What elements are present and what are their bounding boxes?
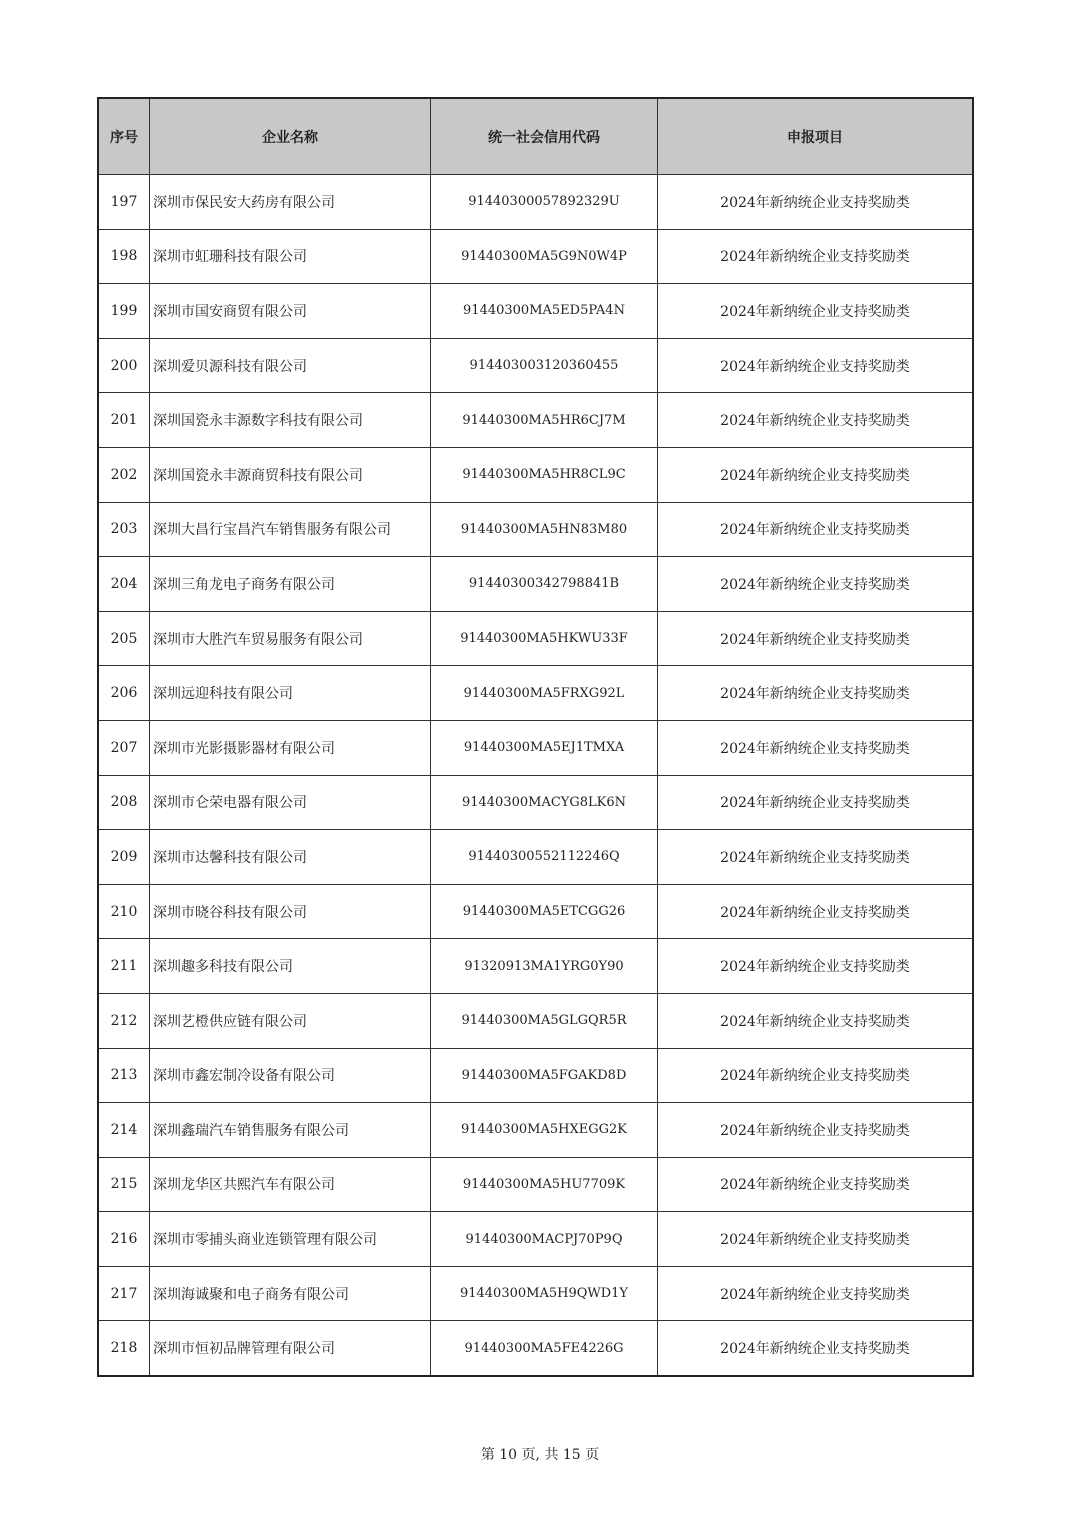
header-credit-code: 统一社会信用代码 bbox=[431, 98, 658, 175]
row-company-name: 深圳市虹珊科技有限公司 bbox=[150, 229, 431, 284]
row-credit-code: 91440300MA5H9QWD1Y bbox=[431, 1266, 658, 1321]
table-row bbox=[98, 393, 973, 448]
row-seq: 201 bbox=[98, 393, 150, 448]
row-project: 2024年新纳统企业支持奖励类 bbox=[658, 1103, 974, 1158]
row-seq: 217 bbox=[98, 1266, 150, 1321]
row-company-name: 深圳市鑫宏制冷设备有限公司 bbox=[150, 1048, 431, 1103]
row-credit-code: 91440300MACYG8LK6N bbox=[431, 775, 658, 830]
header-project: 申报项目 bbox=[658, 98, 974, 175]
row-seq: 198 bbox=[98, 229, 150, 284]
row-company-name: 深圳远迎科技有限公司 bbox=[150, 666, 431, 721]
row-seq: 199 bbox=[98, 284, 150, 339]
row-project: 2024年新纳统企业支持奖励类 bbox=[658, 993, 974, 1048]
table-row bbox=[98, 1321, 973, 1376]
table-row bbox=[98, 502, 973, 557]
row-company-name: 深圳市仑荣电器有限公司 bbox=[150, 775, 431, 830]
row-company-name: 深圳国瓷永丰源数字科技有限公司 bbox=[150, 393, 431, 448]
row-seq: 205 bbox=[98, 611, 150, 666]
table-row bbox=[98, 830, 973, 885]
row-company-name: 深圳大昌行宝昌汽车销售服务有限公司 bbox=[150, 502, 431, 557]
table-row bbox=[98, 1266, 973, 1321]
table-row bbox=[98, 284, 973, 339]
row-credit-code: 91440300MA5FRXG92L bbox=[431, 666, 658, 721]
table-row bbox=[98, 557, 973, 612]
table-row bbox=[98, 229, 973, 284]
row-seq: 216 bbox=[98, 1212, 150, 1267]
row-project: 2024年新纳统企业支持奖励类 bbox=[658, 1212, 974, 1267]
row-project: 2024年新纳统企业支持奖励类 bbox=[658, 338, 974, 393]
row-project: 2024年新纳统企业支持奖励类 bbox=[658, 830, 974, 885]
row-credit-code: 91440300MA5HR8CL9C bbox=[431, 447, 658, 502]
row-credit-code: 91440300MA5HR6CJ7M bbox=[431, 393, 658, 448]
row-seq: 197 bbox=[98, 175, 150, 230]
table-row bbox=[98, 175, 973, 230]
row-seq: 215 bbox=[98, 1157, 150, 1212]
table-row bbox=[98, 1157, 973, 1212]
header-seq: 序号 bbox=[98, 98, 150, 175]
row-credit-code: 91440300MA5HXEGG2K bbox=[431, 1103, 658, 1158]
row-credit-code: 91440300MA5HN83M80 bbox=[431, 502, 658, 557]
table-row bbox=[98, 720, 973, 775]
row-company-name: 深圳市保民安大药房有限公司 bbox=[150, 175, 431, 230]
page-number: 第 10 页, 共 15 页 bbox=[480, 1447, 600, 1463]
table-row bbox=[98, 447, 973, 502]
row-seq: 203 bbox=[98, 502, 150, 557]
row-seq: 211 bbox=[98, 939, 150, 994]
row-seq: 209 bbox=[98, 830, 150, 885]
row-company-name: 深圳艺橙供应链有限公司 bbox=[150, 993, 431, 1048]
row-credit-code: 91440300MA5FE4226G bbox=[431, 1321, 658, 1376]
row-project: 2024年新纳统企业支持奖励类 bbox=[658, 557, 974, 612]
row-seq: 210 bbox=[98, 884, 150, 939]
row-project: 2024年新纳统企业支持奖励类 bbox=[658, 393, 974, 448]
table-row bbox=[98, 1103, 973, 1158]
row-credit-code: 91440300MACPJ70P9Q bbox=[431, 1212, 658, 1267]
table-row bbox=[98, 884, 973, 939]
row-company-name: 深圳龙华区共熙汽车有限公司 bbox=[150, 1157, 431, 1212]
row-credit-code: 91440300MA5HKWU33F bbox=[431, 611, 658, 666]
row-project: 2024年新纳统企业支持奖励类 bbox=[658, 884, 974, 939]
row-project: 2024年新纳统企业支持奖励类 bbox=[658, 1048, 974, 1103]
row-company-name: 深圳海诚聚和电子商务有限公司 bbox=[150, 1266, 431, 1321]
table-row bbox=[98, 1212, 973, 1267]
row-seq: 202 bbox=[98, 447, 150, 502]
row-credit-code: 91440300MA5HU7709K bbox=[431, 1157, 658, 1212]
row-project: 2024年新纳统企业支持奖励类 bbox=[658, 1266, 974, 1321]
row-credit-code: 91440300342798841B bbox=[431, 557, 658, 612]
row-company-name: 深圳市晓谷科技有限公司 bbox=[150, 884, 431, 939]
row-company-name: 深圳市国安商贸有限公司 bbox=[150, 284, 431, 339]
table-row bbox=[98, 666, 973, 721]
row-project: 2024年新纳统企业支持奖励类 bbox=[658, 1321, 974, 1376]
row-project: 2024年新纳统企业支持奖励类 bbox=[658, 1157, 974, 1212]
row-seq: 207 bbox=[98, 720, 150, 775]
row-project: 2024年新纳统企业支持奖励类 bbox=[658, 502, 974, 557]
row-seq: 214 bbox=[98, 1103, 150, 1158]
row-credit-code: 91440300057892329U bbox=[431, 175, 658, 230]
table-body bbox=[98, 175, 973, 1377]
row-credit-code: 91440300MA5ED5PA4N bbox=[431, 284, 658, 339]
table-row bbox=[98, 993, 973, 1048]
row-project: 2024年新纳统企业支持奖励类 bbox=[658, 720, 974, 775]
row-credit-code: 91440300MA5EJ1TMXA bbox=[431, 720, 658, 775]
row-credit-code: 914403003120360455 bbox=[431, 338, 658, 393]
row-company-name: 深圳市零捕头商业连锁管理有限公司 bbox=[150, 1212, 431, 1267]
row-project: 2024年新纳统企业支持奖励类 bbox=[658, 284, 974, 339]
row-seq: 204 bbox=[98, 557, 150, 612]
row-credit-code: 91320913MA1YRG0Y90 bbox=[431, 939, 658, 994]
row-company-name: 深圳市大胜汽车贸易服务有限公司 bbox=[150, 611, 431, 666]
row-credit-code: 91440300MA5ETCGG26 bbox=[431, 884, 658, 939]
row-seq: 206 bbox=[98, 666, 150, 721]
company-table bbox=[97, 97, 974, 1377]
row-seq: 213 bbox=[98, 1048, 150, 1103]
row-company-name: 深圳国瓷永丰源商贸科技有限公司 bbox=[150, 447, 431, 502]
row-credit-code: 91440300MA5G9N0W4P bbox=[431, 229, 658, 284]
row-project: 2024年新纳统企业支持奖励类 bbox=[658, 229, 974, 284]
table-row bbox=[98, 338, 973, 393]
table-row bbox=[98, 939, 973, 994]
row-project: 2024年新纳统企业支持奖励类 bbox=[658, 611, 974, 666]
row-company-name: 深圳市达馨科技有限公司 bbox=[150, 830, 431, 885]
row-credit-code: 91440300MA5GLGQR5R bbox=[431, 993, 658, 1048]
row-company-name: 深圳趣多科技有限公司 bbox=[150, 939, 431, 994]
table-row bbox=[98, 1048, 973, 1103]
row-company-name: 深圳三角龙电子商务有限公司 bbox=[150, 557, 431, 612]
row-seq: 212 bbox=[98, 993, 150, 1048]
row-project: 2024年新纳统企业支持奖励类 bbox=[658, 939, 974, 994]
row-project: 2024年新纳统企业支持奖励类 bbox=[658, 175, 974, 230]
table-header-row bbox=[98, 98, 973, 175]
table-row bbox=[98, 611, 973, 666]
row-project: 2024年新纳统企业支持奖励类 bbox=[658, 666, 974, 721]
row-seq: 200 bbox=[98, 338, 150, 393]
row-company-name: 深圳爱贝源科技有限公司 bbox=[150, 338, 431, 393]
row-company-name: 深圳鑫瑞汽车销售服务有限公司 bbox=[150, 1103, 431, 1158]
header-company-name: 企业名称 bbox=[150, 98, 431, 175]
row-seq: 208 bbox=[98, 775, 150, 830]
row-credit-code: 91440300MA5FGAKD8D bbox=[431, 1048, 658, 1103]
row-company-name: 深圳市光影摄影器材有限公司 bbox=[150, 720, 431, 775]
row-company-name: 深圳市恒初品牌管理有限公司 bbox=[150, 1321, 431, 1376]
table-row bbox=[98, 775, 973, 830]
row-project: 2024年新纳统企业支持奖励类 bbox=[658, 775, 974, 830]
row-project: 2024年新纳统企业支持奖励类 bbox=[658, 447, 974, 502]
row-credit-code: 91440300552112246Q bbox=[431, 830, 658, 885]
row-seq: 218 bbox=[98, 1321, 150, 1376]
